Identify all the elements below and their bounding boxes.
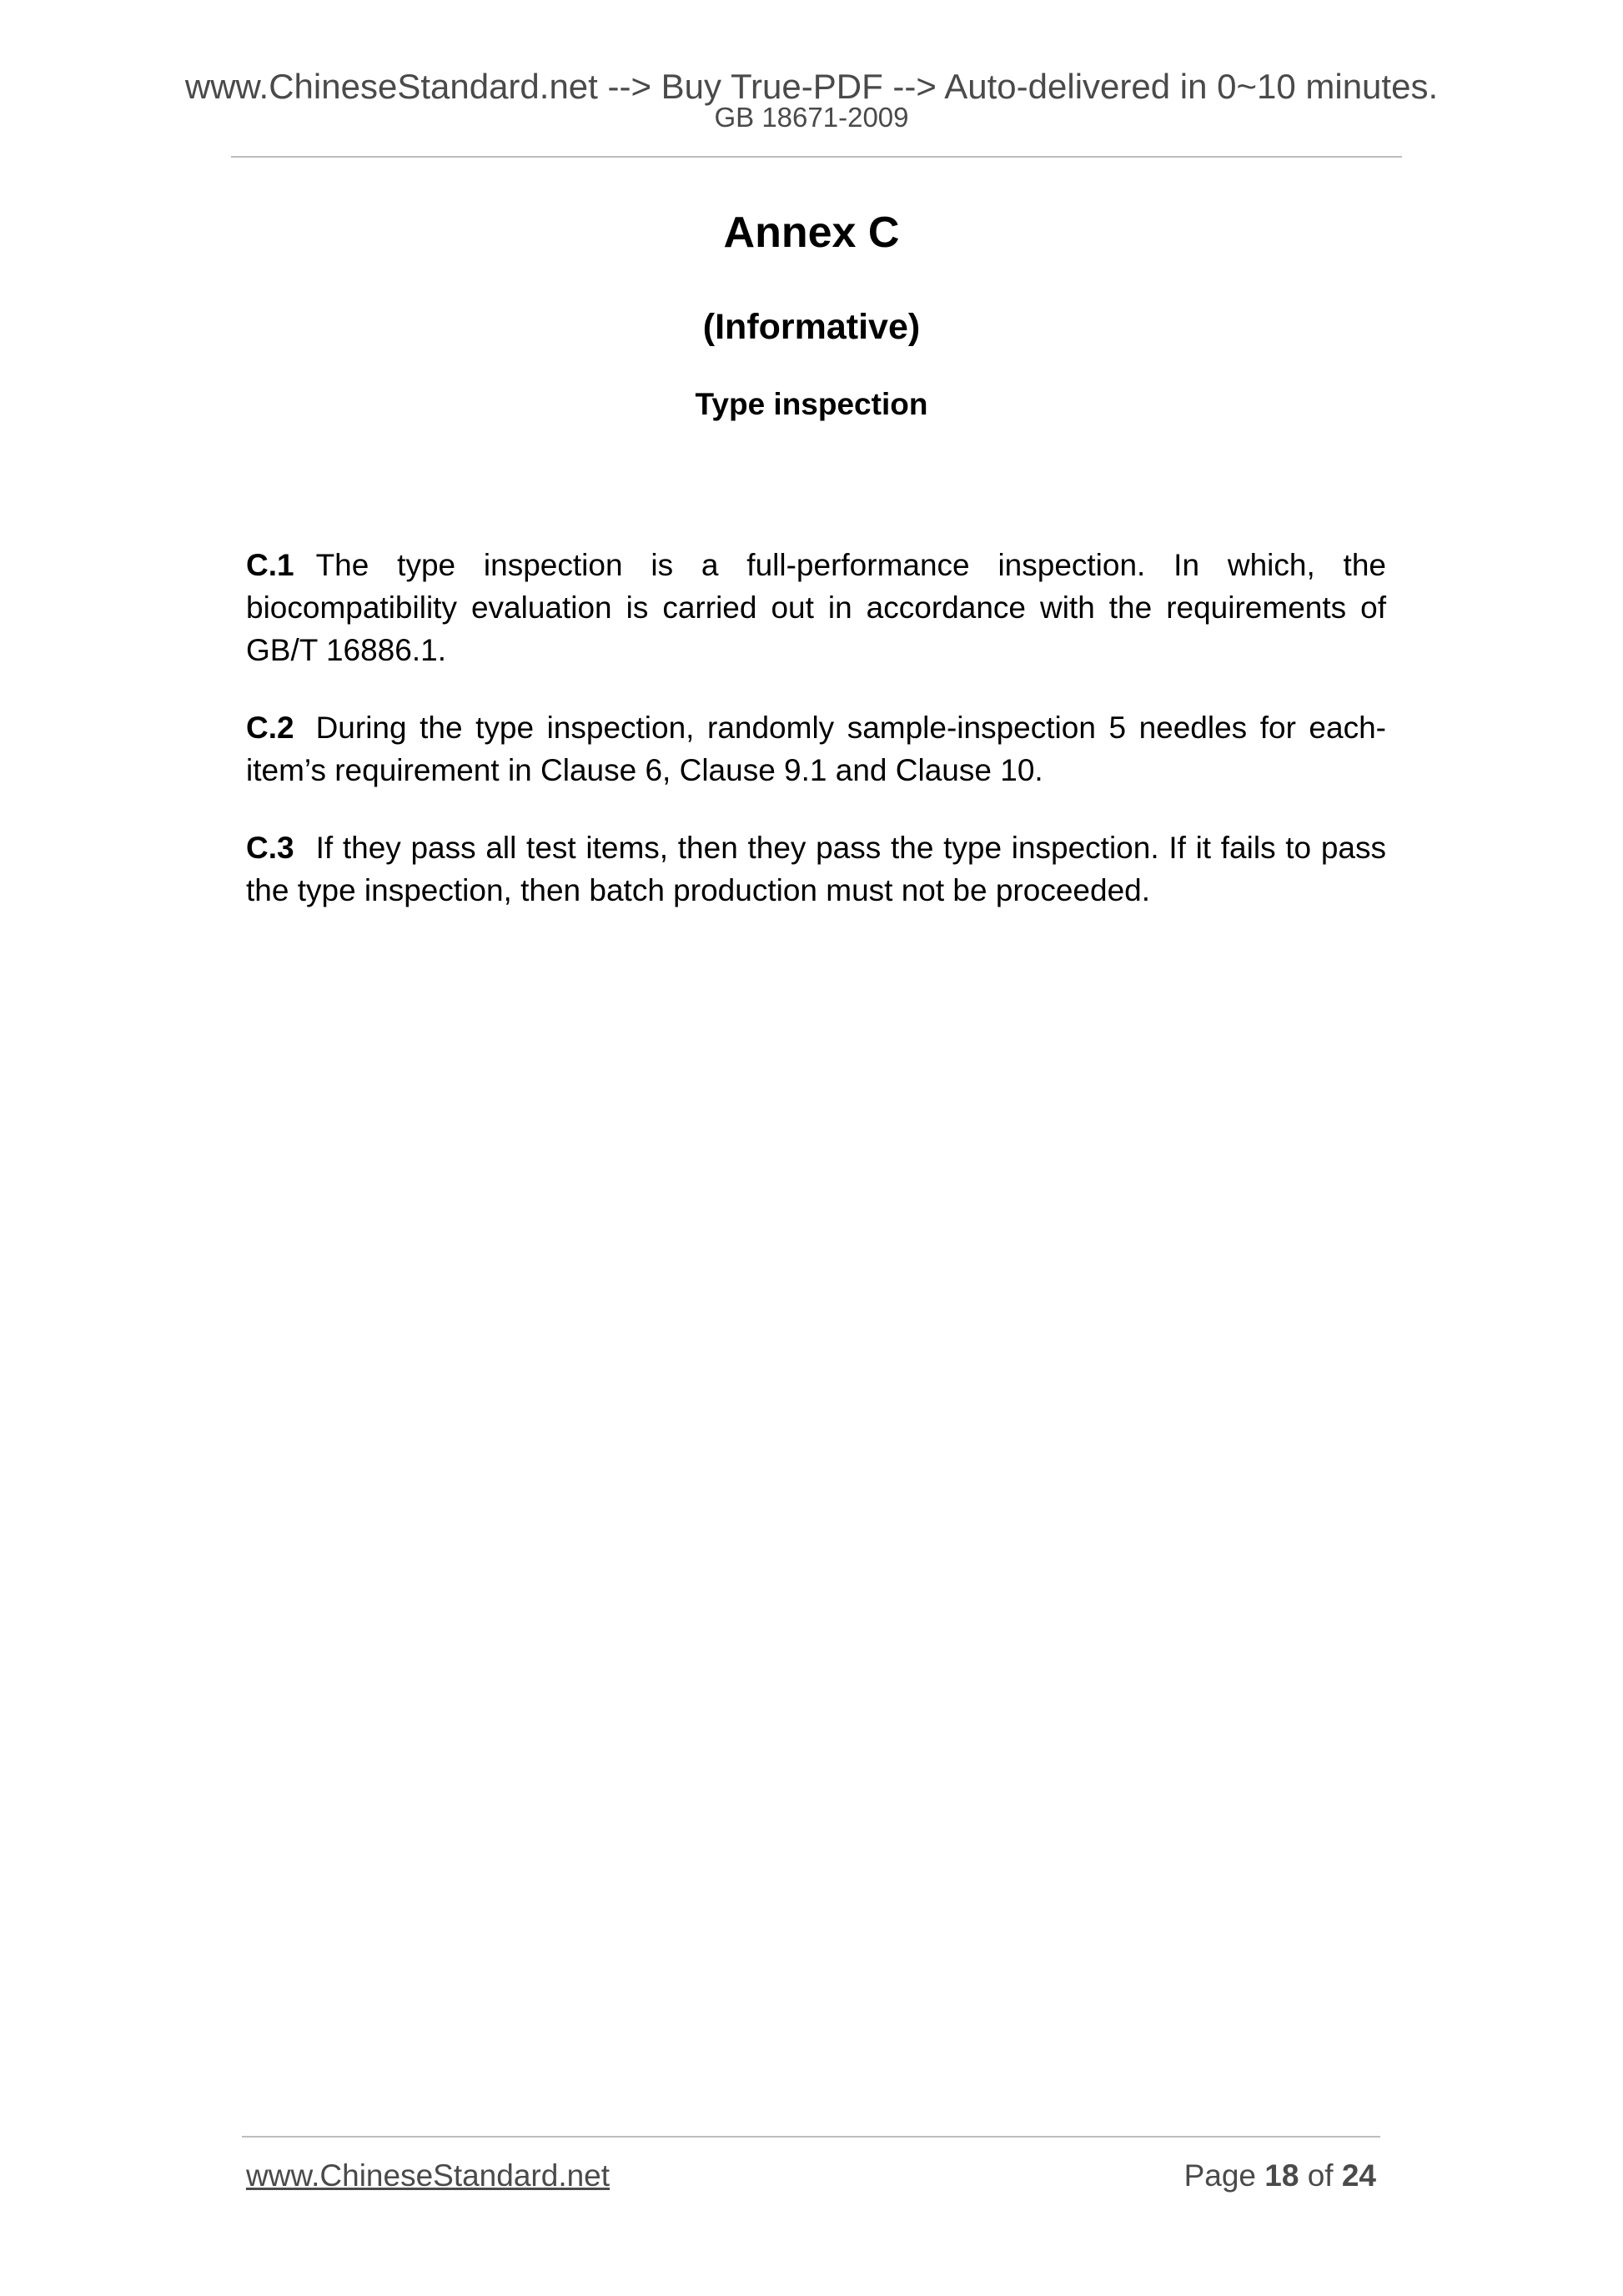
clause-number: C.3 bbox=[246, 831, 294, 865]
clause-list bbox=[246, 544, 1386, 947]
page-prefix: Page bbox=[1183, 2158, 1256, 2193]
header-banner: www.ChineseStandard.net --> Buy True-PDF --> Auto-delivered in 0~10 minutes. bbox=[184, 67, 1439, 106]
footer-site-link[interactable]: www.ChineseStandard.net bbox=[246, 2158, 611, 2193]
header-divider bbox=[231, 156, 1402, 158]
annex-title: Annex C bbox=[723, 208, 900, 257]
annex-subject: Type inspection bbox=[695, 387, 928, 421]
clause-c2 bbox=[246, 706, 1386, 791]
footer-divider bbox=[242, 2136, 1380, 2138]
annex-type: (Informative) bbox=[702, 307, 921, 347]
page-indicator bbox=[1184, 2158, 1376, 2194]
clause-text: During the type inspection, randomly sample-inspection 5 needles for each-item’s requirement in Clause 6, Clause 9.1 and Clause 10. bbox=[246, 711, 1386, 787]
clause-number: C.1 bbox=[246, 548, 294, 582]
clause-text: The type inspection is a full-performance inspection. In which, the biocompatibility evaluation is carried out in accordance with the requirements of GB/T 16886.1. bbox=[246, 548, 1386, 667]
page-total: 24 bbox=[1341, 2158, 1376, 2193]
standard-code: GB 18671-2009 bbox=[714, 102, 909, 133]
page-of: of bbox=[1307, 2158, 1334, 2193]
clause-c3 bbox=[246, 826, 1386, 912]
clause-text: If they pass all test items, then they pass the type inspection. If it fails to pass the type inspection, then batch production must not be proceeded. bbox=[246, 831, 1386, 907]
page-current: 18 bbox=[1264, 2158, 1299, 2193]
clause-number: C.2 bbox=[246, 711, 294, 745]
clause-c1 bbox=[246, 544, 1386, 671]
